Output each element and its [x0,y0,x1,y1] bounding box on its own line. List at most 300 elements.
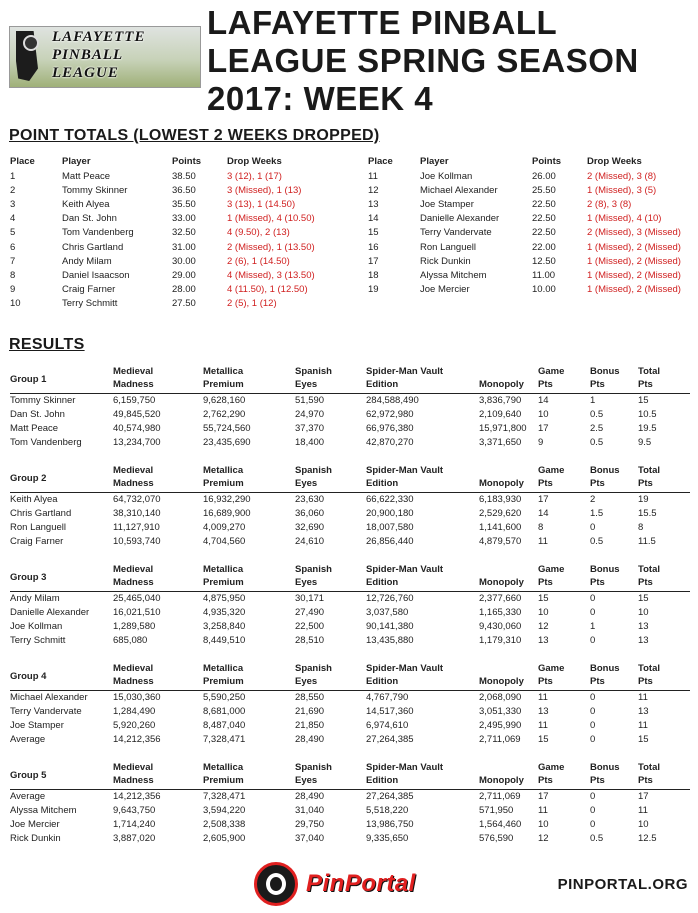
score-cell: 0 [590,719,596,731]
drop-weeks-cell: 2 (Missed), 3 (8) [587,170,657,182]
results-col-header [113,464,203,493]
standings-row [10,268,345,282]
score-cell: 14,212,356 [113,733,161,745]
score-cell: 8,487,040 [203,719,246,731]
place-cell: 7 [10,255,16,267]
col-header-line-2: Pts [590,379,605,390]
point-totals-col-header: Player [62,155,91,167]
score-cell: 10 [538,607,549,619]
score-cell: 15 [638,395,649,407]
col-header-line-1: Total [638,762,660,773]
results-header-row [10,761,690,790]
score-cell: 1,165,330 [479,607,522,619]
drop-weeks-cell: 3 (13), 1 (14.50) [227,198,296,210]
score-cell: 2,377,660 [479,593,522,605]
score-cell: 2,762,290 [203,409,246,421]
score-cell: 3,258,840 [203,620,246,632]
results-col-header [366,761,479,790]
place-cell: 11 [368,170,378,182]
score-cell: 18,007,580 [366,521,414,533]
score-cell: 31,040 [295,805,325,817]
score-cell: 1,179,310 [479,634,522,646]
player-cell: Chris Gartland [62,241,124,253]
results-heading: RESULTS [9,336,85,353]
points-cell: 29.00 [172,269,196,281]
score-cell: 19.5 [638,422,657,434]
drop-weeks-cell: 4 (11.50), 1 (12.50) [227,284,308,296]
score-cell: 64,732,070 [113,494,161,506]
player-cell: Craig Farner [62,284,116,296]
score-cell: 12,726,760 [366,593,414,605]
result-row [10,408,690,422]
score-cell: 32,690 [295,521,325,533]
score-cell: 17 [638,791,649,803]
col-header-line-2: Pts [590,775,605,786]
score-cell: 10 [638,607,649,619]
player-cell: Matt Peace [10,422,59,434]
points-cell: 22.50 [532,198,556,210]
standings-row [368,226,698,240]
standings-row [368,183,698,197]
col-header-line-1: Bonus [590,465,620,476]
results-col-header [366,563,479,592]
col-header-line-1: Medieval [113,564,154,575]
col-header-line-2: Premium [203,775,244,786]
results-col-header [113,662,203,691]
drop-weeks-cell: 2 (8), 3 (8) [587,198,632,210]
standings-row [10,240,345,254]
col-header-line-1: Metallica [203,762,244,773]
player-cell: Michael Alexander [420,184,498,196]
site-link[interactable]: PINPORTAL.ORG [557,876,688,893]
results-col-header [203,563,295,592]
col-header-line-1: Monopoly [479,577,524,588]
results-col-header [366,662,479,691]
col-header-line-2: Edition [366,775,399,786]
score-cell: 0 [590,791,596,803]
score-cell: 40,574,980 [113,422,161,434]
points-cell: 36.50 [172,184,196,196]
col-header-line-2: Pts [638,577,653,588]
score-cell: 0 [590,634,596,646]
player-cell: Ron Languell [420,241,476,253]
score-cell: 8 [638,521,644,533]
score-cell: 8 [538,521,544,533]
points-cell: 12.50 [532,255,556,267]
player-cell: Alyssa Mitchem [420,269,487,281]
score-cell: 11 [638,692,648,704]
place-cell: 3 [10,198,16,210]
score-cell: 15,971,800 [479,422,527,434]
results-col-header [638,662,690,691]
player-cell: Rick Dunkin [420,255,471,267]
score-cell: 13 [538,706,549,718]
results-col-header [590,761,638,790]
result-row [10,818,690,832]
results-col-header [295,365,366,394]
player-cell: Andy Milam [62,255,112,267]
seal-icon [23,35,39,51]
score-cell: 10 [638,818,649,830]
col-header-line-1: Bonus [590,663,620,674]
score-cell: 2,068,090 [479,692,522,704]
col-header-line-1: Bonus [590,366,620,377]
standings-row [10,297,345,311]
pinportal-brand: PinPortal [306,870,416,897]
score-cell: 9,430,060 [479,620,522,632]
score-cell: 11 [638,805,648,817]
score-cell: 9,335,650 [366,832,409,844]
col-header-line-2: Premium [203,676,244,687]
score-cell: 36,060 [295,508,325,520]
score-cell: 90,141,380 [366,620,414,632]
col-header-line-1: Medieval [113,465,154,476]
score-cell: 37,040 [295,832,325,844]
score-cell: 0.5 [590,436,604,448]
score-cell: 11 [638,719,648,731]
score-cell: 284,588,490 [366,395,419,407]
result-row [10,521,690,535]
drop-weeks-cell: 2 (6), 1 (14.50) [227,255,290,267]
score-cell: 5,920,260 [113,719,156,731]
score-cell: 14 [538,508,549,520]
score-cell: 1 [590,620,596,632]
results-col-header [203,365,295,394]
score-cell: 0 [590,692,596,704]
col-header-line-2: Edition [366,478,399,489]
score-cell: 10 [538,409,549,421]
col-header-line-2: Eyes [295,577,318,588]
score-cell: 14 [538,395,549,407]
results-col-header [366,365,479,394]
group-name: Group 5 [10,761,113,790]
result-row [10,592,690,606]
drop-weeks-cell: 2 (Missed), 1 (13.50) [227,241,315,253]
results-header-row [10,464,690,493]
score-cell: 571,950 [479,805,514,817]
col-header-line-1: Spider-Man Vault [366,564,444,575]
score-cell: 1.5 [590,508,604,520]
results-col-header [479,662,538,691]
score-cell: 4,935,320 [203,607,246,619]
results-col-header [113,365,203,394]
score-cell: 10.5 [638,409,657,421]
score-cell: 0 [590,818,596,830]
score-cell: 8,449,510 [203,634,246,646]
col-header-line-1: Spanish [295,465,332,476]
place-cell: 12 [368,184,379,196]
results-col-header [295,761,366,790]
score-cell: 12 [538,620,549,632]
score-cell: 7,328,471 [203,791,246,803]
col-header-line-2: Pts [538,379,553,390]
drop-weeks-cell: 2 (Missed), 3 (Missed) [587,227,681,239]
col-header-line-2: Madness [113,379,154,390]
score-cell: 3,836,790 [479,395,522,407]
col-header-line-2: Madness [113,577,154,588]
pinportal-mark-icon [254,862,298,906]
place-cell: 17 [368,255,379,267]
group-name: Group 1 [10,365,113,394]
score-cell: 16,689,900 [203,508,251,520]
point-totals-col-header: Points [172,155,202,167]
col-header-line-2: Madness [113,478,154,489]
score-cell: 24,610 [295,535,325,547]
score-cell: 0.5 [590,409,604,421]
score-cell: 15 [638,593,649,605]
score-cell: 51,590 [295,395,325,407]
points-cell: 22.50 [532,213,556,225]
score-cell: 26,856,440 [366,535,414,547]
result-row [10,705,690,719]
results-col-header [203,464,295,493]
col-header-line-1: Medieval [113,663,154,674]
results-col-header [538,761,590,790]
score-cell: 1 [590,395,596,407]
score-cell: 17 [538,791,549,803]
col-header-line-1: Total [638,564,660,575]
col-header-line-1: Medieval [113,762,154,773]
player-cell: Michael Alexander [10,692,88,704]
results-col-header [113,563,203,592]
results-col-header [590,662,638,691]
points-cell: 28.00 [172,284,196,296]
score-cell: 24,970 [295,409,325,421]
score-cell: 15,030,360 [113,692,161,704]
results-group-table [10,662,690,746]
result-row [10,534,690,548]
place-cell: 4 [10,213,16,225]
score-cell: 2.5 [590,422,604,434]
logo-line-3: LEAGUE [52,65,119,81]
col-header-line-1: Bonus [590,564,620,575]
point-totals-header-row [10,155,345,169]
col-header-line-2: Pts [538,577,553,588]
col-header-line-1: Monopoly [479,676,524,687]
score-cell: 1,141,600 [479,521,522,533]
score-cell: 23,630 [295,494,325,506]
col-header-line-1: Game [538,465,565,476]
points-cell: 30.00 [172,255,196,267]
col-header-line-1: Metallica [203,366,244,377]
score-cell: 11 [538,692,548,704]
point-totals-col-header: Place [10,155,35,167]
score-cell: 0.5 [590,832,604,844]
standings-row [368,169,698,183]
player-cell: Andy Milam [10,593,60,605]
col-header-line-2: Premium [203,577,244,588]
results-col-header [538,662,590,691]
col-header-line-1: Game [538,564,565,575]
point-totals-col-header: Points [532,155,562,167]
results-col-header [366,464,479,493]
score-cell: 9,628,160 [203,395,246,407]
col-header-line-1: Spider-Man Vault [366,366,444,377]
logo-line-1: LAFAYETTE [52,29,146,45]
drop-weeks-cell: 4 (9.50), 2 (13) [227,227,290,239]
drop-weeks-cell: 3 (12), 1 (17) [227,170,282,182]
col-header-line-1: Spanish [295,564,332,575]
col-header-line-2: Pts [638,676,653,687]
score-cell: 27,264,385 [366,791,414,803]
score-cell: 11 [538,535,548,547]
score-cell: 2,508,338 [203,818,246,830]
col-header-line-2: Premium [203,478,244,489]
score-cell: 11 [538,719,548,731]
score-cell: 49,845,520 [113,409,161,421]
col-header-line-1: Metallica [203,564,244,575]
score-cell: 3,037,580 [366,607,409,619]
results-header-row [10,662,690,691]
result-row [10,507,690,521]
result-row [10,493,690,507]
result-row [10,606,690,620]
point-totals-table-right [368,155,698,297]
points-cell: 35.50 [172,198,196,210]
place-cell: 8 [10,269,16,281]
score-cell: 6,159,750 [113,395,156,407]
col-header-line-1: Spider-Man Vault [366,465,444,476]
player-cell: Rick Dunkin [10,832,61,844]
results-group-table [10,464,690,548]
player-cell: Keith Alyea [62,198,110,210]
group-name: Group 2 [10,464,113,493]
score-cell: 13,234,700 [113,436,161,448]
result-row [10,691,690,705]
result-row [10,804,690,818]
results-col-header [590,563,638,592]
col-header-line-1: Metallica [203,663,244,674]
results-col-header [538,365,590,394]
col-header-line-1: Monopoly [479,775,524,786]
score-cell: 23,435,690 [203,436,251,448]
results-col-header [113,761,203,790]
score-cell: 8,681,000 [203,706,246,718]
score-cell: 11.5 [638,535,656,547]
results-header-row [10,365,690,394]
group-name: Group 4 [10,662,113,691]
score-cell: 27,490 [295,607,325,619]
col-header-line-2: Pts [538,676,553,687]
results-group-table [10,365,690,449]
place-cell: 9 [10,284,16,296]
score-cell: 7,328,471 [203,733,246,745]
results-col-header [203,761,295,790]
standings-row [10,183,345,197]
score-cell: 2,605,900 [203,832,246,844]
point-totals-header-row [368,155,698,169]
score-cell: 14,517,360 [366,706,414,718]
score-cell: 6,183,930 [479,494,522,506]
score-cell: 2,529,620 [479,508,522,520]
col-header-line-2: Pts [590,676,605,687]
place-cell: 19 [368,284,379,296]
result-row [10,422,690,436]
score-cell: 15.5 [638,508,657,520]
score-cell: 4,704,560 [203,535,246,547]
score-cell: 10 [538,818,549,830]
score-cell: 37,370 [295,422,325,434]
col-header-line-2: Pts [638,478,653,489]
player-cell: Alyssa Mitchem [10,805,77,817]
score-cell: 1,564,460 [479,818,522,830]
drop-weeks-cell: 1 (Missed), 2 (Missed) [587,269,681,281]
logo-line-2: PINBALL [52,47,124,63]
score-cell: 0 [590,733,596,745]
score-cell: 0 [590,521,596,533]
player-cell: Terry Vandervate [10,706,82,718]
results-col-header [538,464,590,493]
score-cell: 1,289,580 [113,620,156,632]
pinportal-logo[interactable] [254,862,454,906]
player-cell: Craig Farner [10,535,64,547]
score-cell: 13 [638,620,649,632]
points-cell: 33.00 [172,213,196,225]
score-cell: 55,724,560 [203,422,251,434]
col-header-line-1: Game [538,663,565,674]
place-cell: 10 [10,298,21,310]
player-cell: Danielle Alexander [10,607,90,619]
col-header-line-2: Pts [590,478,605,489]
player-cell: Tom Vandenberg [62,227,134,239]
col-header-line-1: Game [538,762,565,773]
score-cell: 9,643,750 [113,805,156,817]
standings-row [10,197,345,211]
score-cell: 17 [538,494,549,506]
points-cell: 31.00 [172,241,196,253]
results-col-header [638,761,690,790]
drop-weeks-cell: 1 (Missed), 3 (5) [587,184,657,196]
place-cell: 18 [368,269,379,281]
score-cell: 12 [538,832,549,844]
results-col-header [479,464,538,493]
score-cell: 66,976,380 [366,422,414,434]
score-cell: 28,550 [295,692,325,704]
col-header-line-2: Pts [538,478,553,489]
col-header-line-2: Pts [638,379,653,390]
score-cell: 1,714,240 [113,818,156,830]
standings-row [368,240,698,254]
score-cell: 5,518,220 [366,805,409,817]
score-cell: 28,490 [295,733,325,745]
point-totals-col-header: Drop Weeks [587,155,642,167]
player-cell: Chris Gartland [10,508,72,520]
standings-row [10,226,345,240]
score-cell: 22,500 [295,620,325,632]
results-col-header [479,761,538,790]
player-cell: Dan St. John [62,213,117,225]
points-cell: 32.50 [172,227,196,239]
score-cell: 15 [538,593,549,605]
results-col-header [638,464,690,493]
point-totals-table-left [10,155,345,311]
score-cell: 38,310,140 [113,508,161,520]
drop-weeks-cell: 4 (Missed), 3 (13.50) [227,269,315,281]
score-cell: 3,594,220 [203,805,246,817]
score-cell: 16,021,510 [113,607,161,619]
score-cell: 15 [638,733,649,745]
player-cell: Joe Kollman [420,170,473,182]
page-title: LAFAYETTE PINBALL LEAGUE SPRING SEASON 2017: WEEK 4 [207,4,639,117]
col-header-line-1: Spider-Man Vault [366,762,444,773]
score-cell: 19 [638,494,649,506]
score-cell: 13 [538,634,549,646]
points-cell: 27.50 [172,298,196,310]
score-cell: 29,750 [295,818,325,830]
player-cell: Joe Kollman [10,620,63,632]
results-col-header [295,464,366,493]
standings-row [10,254,345,268]
